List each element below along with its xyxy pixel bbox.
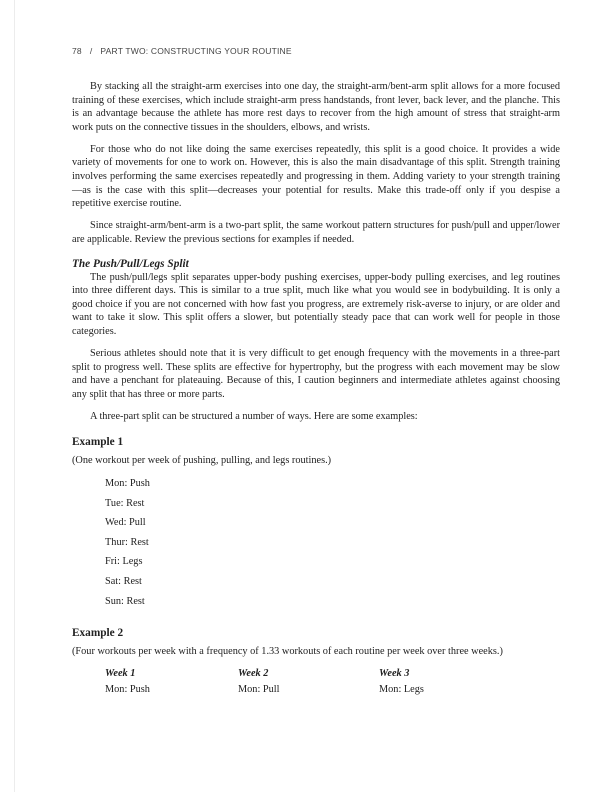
schedule-day: Mon: Legs (379, 683, 424, 695)
example-1-schedule (72, 477, 560, 614)
week-column (238, 668, 379, 695)
section-title: PART TWO: CONSTRUCTING YOUR ROUTINE (100, 46, 292, 56)
page-body (72, 80, 560, 695)
schedule-day: Sun: Rest (105, 595, 145, 607)
example-1-title: Example 1 (72, 436, 124, 449)
example-2-weeks (72, 668, 560, 695)
schedule-day: Tue: Rest (105, 497, 145, 509)
example-1-note: (One workout per week of pushing, pulling, and legs routines.) (72, 455, 332, 467)
paragraph: Since straight-arm/bent-arm is a two-part split, the same workout pattern structures for push/pull and upper/lower are applicable. Review the previous sections for examples if needed. (72, 220, 560, 245)
week-column (105, 668, 238, 695)
page-number: 78 (72, 46, 82, 56)
week-column (379, 668, 424, 695)
schedule-day: Sat: Rest (105, 576, 142, 588)
schedule-day: Thur: Rest (105, 536, 149, 548)
subheading: The Push/Pull/Legs Split (72, 257, 189, 270)
page-edge (14, 0, 15, 792)
paragraph: For those who do not like doing the same exercises repeatedly, this split is a good choice. It provides a wide variety of movements for one to work on. However, this is also the main disadvantage of this split. Strength training involves performing the same exercises repeatedly and progressing in them. Adding variety to your strength training—as is the case with this split—decreases your potential for results. Make this trade-off only if you despise a repetitive exercise routine. (72, 143, 560, 210)
schedule-day: Mon: Pull (238, 683, 280, 695)
week-label: Week 3 (379, 667, 410, 679)
paragraph: By stacking all the straight-arm exercises into one day, the straight-arm/bent-arm split allows for a more focused training of these exercises, which include straight-arm press handstands, front lever, back lever, and the planche. This is an advantage because the athlete has more rest days to recover from the high amount of stress that straight-arm work puts on the connective tissues in the shoulders, elbows, and wrists. (72, 81, 560, 133)
schedule-day: Mon: Push (105, 478, 150, 490)
example-2-note: (Four workouts per week with a frequency of 1.33 workouts of each routine per week over three weeks.) (72, 646, 503, 658)
paragraph: Serious athletes should note that it is very difficult to get enough frequency with the movements in a three-part split to progress well. These splits are effective for hypertrophy, but the progress with each movement may be slow and have a penchant for plateauing. Because of this, I caution beginners and intermediate athletes against choosing any split that has three or more parts. (72, 348, 560, 400)
running-header (72, 46, 292, 56)
week-label: Week 1 (105, 667, 136, 679)
header-separator: / (89, 46, 93, 56)
schedule-day: Wed: Pull (105, 517, 146, 529)
schedule-day: Mon: Push (105, 683, 150, 695)
paragraph: The push/pull/legs split separates upper-body pushing exercises, upper-body pulling exercises, and leg routines into three different days. This is similar to a true split, much like what you would see in bodybuilding. It is only a good choice if you are not concerned with how fast you progress, are extremely risk-averse to injury, or are older and want to take it slow. This split offers a slower, but potentially steady pace that can work well for people in those categories. (72, 271, 560, 337)
schedule-day: Fri: Legs (105, 556, 143, 568)
paragraph: A three-part split can be structured a number of ways. Here are some examples: (90, 410, 418, 422)
example-2-title: Example 2 (72, 627, 124, 640)
week-label: Week 2 (238, 667, 269, 679)
